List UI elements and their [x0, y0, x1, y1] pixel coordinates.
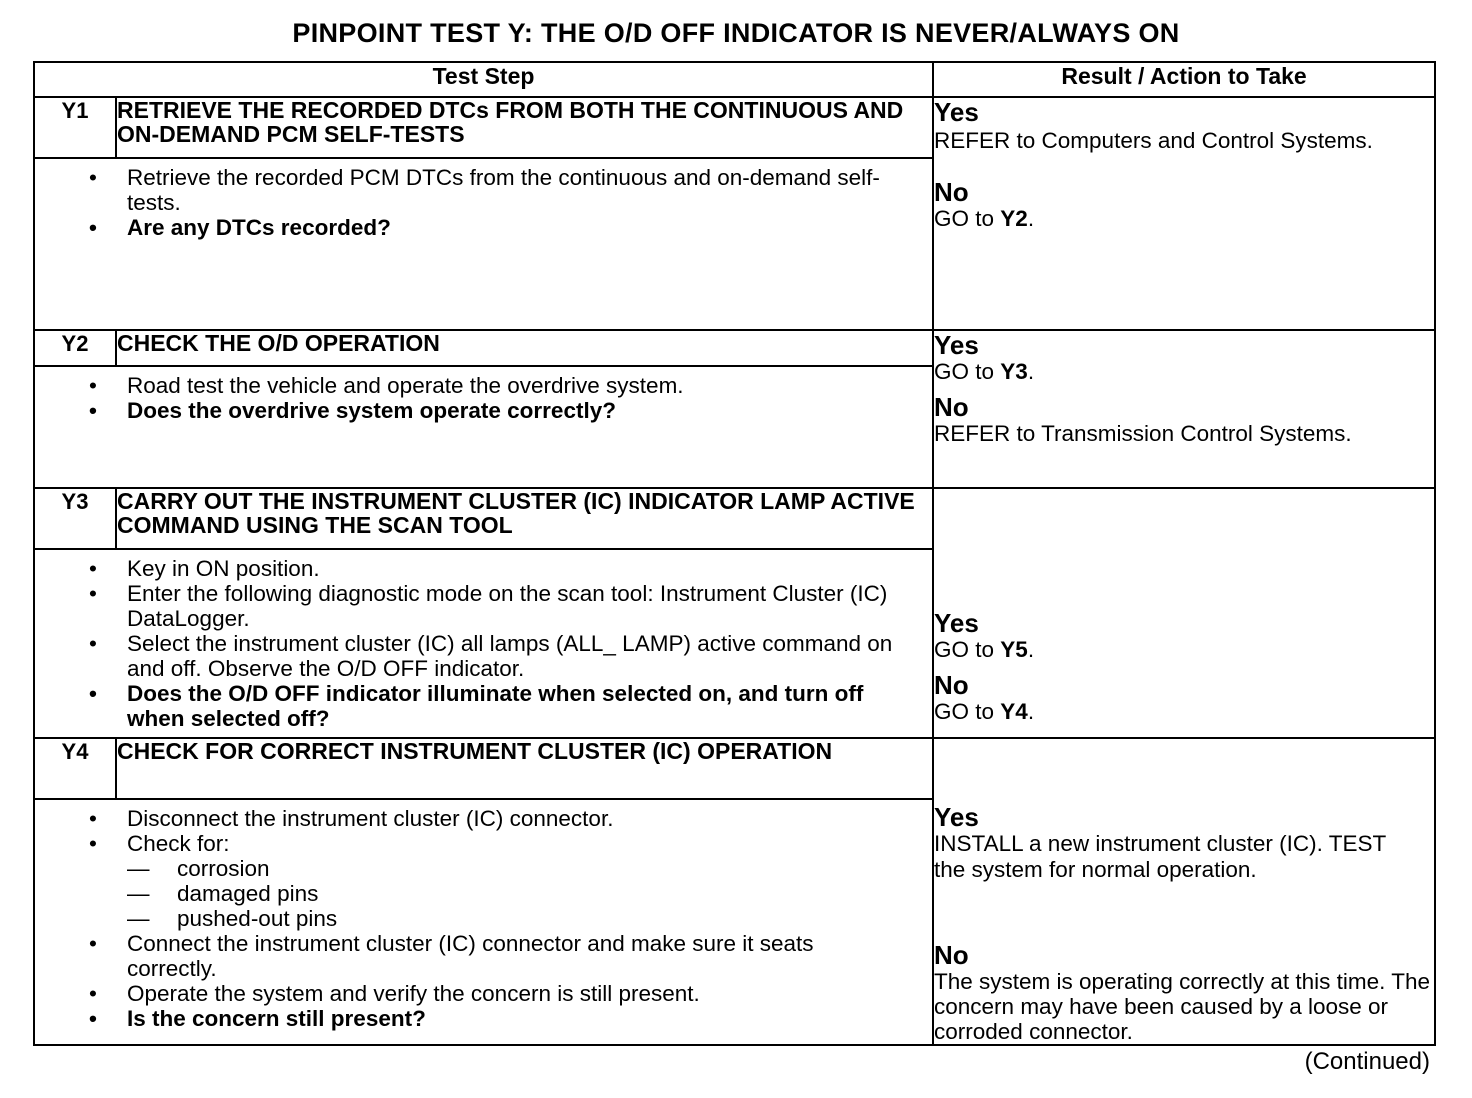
list-item: • Connect the instrument cluster (IC) connector and make sure it seats correctly.: [127, 931, 902, 981]
list-item: • Select the instrument cluster (IC) all lamps (ALL_ LAMP) active command on and off. Observe the O/D OFF indicator.: [127, 631, 902, 681]
list-item: • Retrieve the recorded PCM DTCs from the continuous and on-demand self-tests.: [127, 165, 902, 215]
yes-label: Yes: [934, 802, 979, 832]
list-item: • Does the overdrive system operate correctly?: [127, 398, 902, 423]
step-id: Y1: [34, 97, 116, 158]
header-result: Result / Action to Take: [933, 62, 1435, 97]
continued-note: (Continued): [1304, 1048, 1430, 1075]
sub-list-item: — corrosion: [127, 856, 902, 881]
step-instructions: [35, 367, 932, 429]
yes-action: GO to Y3.: [934, 359, 1035, 384]
step-y4-result: [933, 738, 1435, 1045]
step-y2-result: [933, 330, 1435, 488]
step-reference: Y5: [1000, 637, 1028, 662]
no-label: No: [934, 670, 969, 700]
step-y1-result: [933, 97, 1435, 330]
list-item: • Check for:: [127, 831, 902, 856]
step-y4-title-row: [34, 738, 1435, 799]
step-title: CARRY OUT THE INSTRUMENT CLUSTER (IC) INDICATOR LAMP ACTIVE COMMAND USING THE SCAN TOOL: [116, 488, 933, 549]
no-action: REFER to Transmission Control Systems.: [934, 421, 1352, 446]
no-label: No: [934, 177, 969, 207]
header-test-step: Test Step: [34, 62, 933, 97]
step-y2-title-row: [34, 330, 1435, 366]
table-header-row: [34, 62, 1435, 97]
step-y1-title-row: [34, 97, 1435, 158]
yes-action: GO to Y5.: [934, 637, 1035, 662]
sub-list-item: — pushed-out pins: [127, 906, 902, 931]
list-item: • Is the concern still present?: [127, 1006, 902, 1031]
step-instructions: [35, 550, 932, 737]
list-item: • Key in ON position.: [127, 556, 902, 581]
step-y3-result: [933, 488, 1435, 738]
no-label: No: [934, 392, 969, 422]
yes-action: REFER to Computers and Control Systems.: [934, 128, 1373, 153]
list-item: • Enter the following diagnostic mode on the scan tool: Instrument Cluster (IC) DataLogger.: [127, 581, 902, 631]
step-reference: Y4: [1000, 699, 1028, 724]
no-action: GO to Y2.: [934, 206, 1035, 231]
step-id: Y2: [34, 330, 116, 366]
pinpoint-test-table: [33, 61, 1436, 1046]
step-reference: Y3: [1000, 359, 1028, 384]
no-action: The system is operating correctly at this time. The concern may have been caused by a loose or corroded connector.: [934, 969, 1431, 1044]
step-title: RETRIEVE THE RECORDED DTCs FROM BOTH THE CONTINUOUS AND ON-DEMAND PCM SELF-TESTS: [116, 97, 933, 158]
yes-action: INSTALL a new instrument cluster (IC). TEST the system for normal operation.: [934, 831, 1386, 882]
sub-list-item: — damaged pins: [127, 881, 902, 906]
step-id: Y4: [34, 738, 116, 799]
yes-label: Yes: [934, 608, 979, 638]
yes-label: Yes: [934, 97, 979, 127]
no-label: No: [934, 940, 969, 970]
page-title: PINPOINT TEST Y: THE O/D OFF INDICATOR IS NEVER/ALWAYS ON: [292, 18, 1180, 48]
step-instructions: [35, 800, 932, 1037]
step-y3-title-row: [34, 488, 1435, 549]
list-item: • Operate the system and verify the concern is still present.: [127, 981, 902, 1006]
step-title: CHECK THE O/D OPERATION: [116, 330, 933, 366]
list-item: • Does the O/D OFF indicator illuminate when selected on, and turn off when selected off?: [127, 681, 902, 731]
list-item: • Disconnect the instrument cluster (IC) connector.: [127, 806, 902, 831]
yes-label: Yes: [934, 330, 979, 360]
list-item: • Road test the vehicle and operate the overdrive system.: [127, 373, 902, 398]
step-instructions: [35, 159, 932, 246]
step-reference: Y2: [1000, 206, 1028, 231]
no-action: GO to Y4.: [934, 699, 1035, 724]
list-item: • Are any DTCs recorded?: [127, 215, 902, 240]
step-id: Y3: [34, 488, 116, 549]
step-title: CHECK FOR CORRECT INSTRUMENT CLUSTER (IC) OPERATION: [116, 738, 933, 799]
